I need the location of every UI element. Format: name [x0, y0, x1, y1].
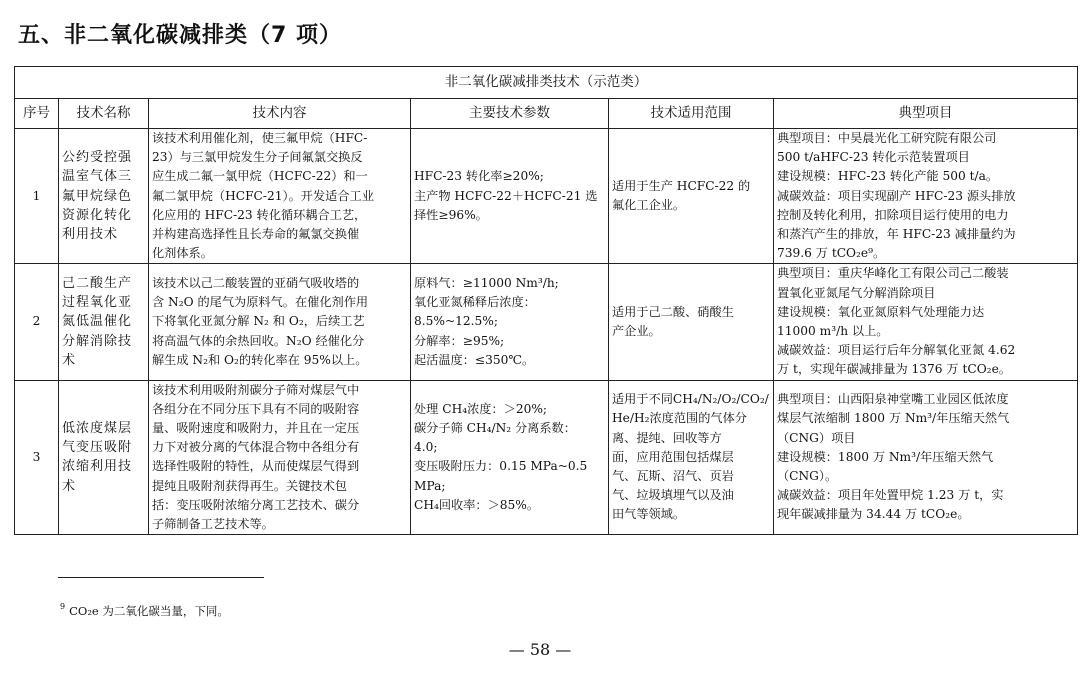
tech-content-line: 下将氧化亚氮分解 N₂ 和 O₂，后续工艺 — [152, 314, 365, 329]
typical-project-line: 建设规模：HFC-23 转化产能 500 t/a。 — [777, 169, 999, 184]
table-row — [15, 380, 1078, 535]
section-heading: 五、非二氧化碳减排类（7 项） — [18, 23, 342, 48]
tech-content-line: 化应用的 HFC-23 转化循环耦合工艺， — [152, 207, 367, 222]
tech-name-line: 术 — [62, 352, 77, 368]
tech-scope-cell — [609, 264, 774, 380]
footnote — [60, 602, 229, 619]
tech-scope-line: 氟化工企业。 — [612, 198, 686, 213]
tech-content-line: 该技术以己二酸装置的亚硝气吸收塔的 — [152, 276, 360, 291]
tech-params-line: 主产物 HCFC-22＋HCFC-21 选 — [414, 188, 598, 203]
tech-scope-cell — [609, 380, 774, 535]
tech-params-line: 分解率：≥95%; — [414, 333, 505, 348]
tech-content-line: 并构建高选择性且长寿命的氟氯交换催 — [152, 227, 360, 242]
page-number: — 58 — — [508, 640, 572, 659]
tech-scope-line: 产企业。 — [612, 324, 661, 339]
tech-name-line: 己二酸生产 — [62, 276, 133, 292]
tech-params-cell — [411, 129, 609, 264]
typical-project-line: 控制及转化利用，扣除项目运行使用的电力 — [777, 207, 1009, 222]
tech-content-line: 含 N₂O 的尾气为原料气。在催化剂作用 — [152, 295, 369, 310]
row-number: 2 — [15, 264, 59, 380]
tech-scope-line: 适用于己二酸、硝酸生 — [612, 304, 734, 319]
typical-project-line: 建设规模：1800 万 Nm³/年压缩天然气 — [777, 449, 994, 464]
tech-name-line: 温室气体三 — [62, 169, 133, 185]
typical-project-line: 置氧化亚氮尾气分解消除项目 — [777, 285, 936, 300]
header-scope: 技术适用范围 — [609, 99, 774, 129]
tech-name-line: 分解消除技 — [62, 333, 133, 349]
tech-content-cell — [149, 380, 411, 535]
tech-content-line: 子筛制备工艺技术等。 — [152, 517, 274, 532]
header-tech-name: 技术名称 — [59, 99, 149, 129]
typical-project-cell — [774, 264, 1078, 380]
tech-params-line: 氧化亚氮稀释后浓度： — [414, 295, 536, 310]
footnote-divider — [58, 577, 264, 578]
tech-scope-cell — [609, 129, 774, 264]
typical-project-line: 典型项目：中昊晨光化工研究院有限公司 — [777, 131, 997, 145]
tech-scope-line: 适用于不同CH₄/N₂/O₂/CO₂/ — [612, 392, 769, 407]
tech-params-line: 8.5%~12.5%; — [414, 314, 498, 329]
footnote-text: CO₂e 为二氧化碳当量，下同。 — [69, 604, 229, 618]
tech-params-line: 处理 CH₄浓度：＞20%; — [414, 401, 548, 416]
table-header-row — [15, 99, 1078, 129]
tech-scope-line: 田气等领域。 — [612, 507, 686, 522]
tech-name-line: 过程氧化亚 — [62, 295, 133, 311]
tech-scope-line: 气、瓦斯、沼气、页岩 — [612, 469, 734, 484]
table-row — [15, 264, 1078, 380]
typical-project-line: 减碳效益：项目年处置甲烷 1.23 万 t，实 — [777, 488, 1004, 503]
tech-params-line: MPa; — [414, 478, 446, 493]
tech-content-cell — [149, 264, 411, 380]
tech-name-line: 氮低温催化 — [62, 314, 133, 330]
typical-project-line: 煤层气浓缩制 1800 万 Nm³/年压缩天然气 — [777, 411, 1010, 426]
tech-params-line: 起活温度：≤350℃。 — [414, 352, 535, 367]
tech-scope-line: 适用于生产 HCFC-22 的 — [612, 179, 751, 193]
tech-scope-line: 气、垃圾填埋气以及油 — [612, 488, 734, 503]
typical-project-line: （CNG）项目 — [777, 430, 856, 445]
tech-params-line: 碳分子筛 CH₄/N₂ 分离系数： — [414, 421, 576, 436]
row-number: 3 — [15, 380, 59, 535]
tech-content-line: 选择性吸附的特性，从而使煤层气得到 — [152, 459, 360, 474]
tech-name-cell — [59, 129, 149, 264]
typical-project-line: 建设规模：氧化亚氮原料气处理能力达 — [777, 304, 985, 319]
typical-project-cell — [774, 380, 1078, 535]
tech-content-line: 该技术利用催化剂，使三氟甲烷（HFC- — [152, 131, 368, 145]
tech-content-line: 提纯且吸附剂获得再生。关键技术包 — [152, 478, 347, 493]
header-typical-project: 典型项目 — [774, 99, 1078, 129]
tech-content-line: 各组分在不同分压下具有不同的吸附容 — [152, 401, 360, 416]
tech-params-cell — [411, 380, 609, 535]
typical-project-cell — [774, 129, 1078, 264]
tech-name-cell — [59, 264, 149, 380]
tech-scope-line: 面，应用范围包括煤层 — [612, 449, 734, 464]
table-caption: 非二氧化碳减排类技术（示范类） — [15, 67, 1078, 99]
tech-name-line: 资源化转化 — [62, 207, 133, 223]
tech-name-line: 术 — [62, 478, 77, 494]
tech-content-line: 将高温气体的余热回收。N₂O 经催化分 — [152, 333, 365, 348]
tech-scope-line: 离、提纯、回收等方 — [612, 430, 722, 445]
tech-content-line: 氟二氯甲烷（HCFC-21）。开发适合工业 — [152, 188, 374, 203]
header-main-params: 主要技术参数 — [411, 99, 609, 129]
table-row — [15, 129, 1078, 264]
typical-project-line: 万 t，实现年碳减排量为 1376 万 tCO₂e。 — [777, 362, 1011, 377]
tech-content-line: 解生成 N₂和 O₂的转化率在 95%以上。 — [152, 352, 368, 367]
technology-table — [14, 66, 1078, 535]
tech-name-line: 氟甲烷绿色 — [62, 188, 133, 204]
typical-project-line: （CNG）。 — [777, 469, 838, 484]
tech-content-line: 该技术利用吸附剂碳分子筛对煤层气中 — [152, 382, 360, 397]
tech-name-line: 利用技术 — [62, 227, 119, 243]
tech-params-line: CH₄回收率：＞85%。 — [414, 497, 540, 512]
tech-content-line: 应生成二氟一氯甲烷（HCFC-22）和一 — [152, 169, 368, 184]
tech-content-line: 量、吸附速度和吸附力，并且在一定压 — [152, 421, 360, 436]
footnote-mark: 9 — [60, 602, 66, 611]
tech-params-line: HFC-23 转化率≥20%; — [414, 169, 544, 184]
typical-project-line: 739.6 万 tCO₂e⁹。 — [777, 246, 886, 261]
typical-project-line: 减碳效益：项目实现副产 HFC-23 源头排放 — [777, 188, 1016, 203]
row-number: 1 — [15, 129, 59, 264]
tech-name-cell — [59, 380, 149, 535]
tech-params-cell — [411, 264, 609, 380]
tech-params-line: 原料气：≥11000 Nm³/h; — [414, 276, 559, 291]
tech-content-line: 23）与三氯甲烷发生分子间氟氯交换反 — [152, 150, 363, 165]
typical-project-line: 500 t/aHFC-23 转化示范装置项目 — [777, 150, 970, 165]
tech-name-line: 浓缩利用技 — [62, 459, 133, 475]
header-tech-content: 技术内容 — [149, 99, 411, 129]
tech-content-line: 括：变压吸附浓缩分离工艺技术、碳分 — [152, 497, 360, 512]
tech-content-line: 力下对被分离的气体混合物中各组分有 — [152, 440, 360, 455]
tech-name-line: 低浓度煤层 — [62, 421, 133, 437]
header-number: 序号 — [15, 99, 59, 129]
tech-params-line: 4.0; — [414, 440, 438, 455]
tech-content-line: 化剂体系。 — [152, 246, 213, 261]
typical-project-line: 典型项目：重庆华峰化工有限公司己二酸装 — [777, 266, 1009, 281]
tech-name-line: 气变压吸附 — [62, 440, 133, 456]
tech-content-cell — [149, 129, 411, 264]
tech-scope-line: He/H₂浓度范围的气体分 — [612, 411, 747, 426]
typical-project-line: 和蒸汽产生的排放，年 HFC-23 减排量约为 — [777, 227, 1016, 242]
typical-project-line: 现年碳减排量为 34.44 万 tCO₂e。 — [777, 507, 970, 522]
tech-params-line: 择性≥96%。 — [414, 207, 488, 222]
typical-project-line: 11000 m³/h 以上。 — [777, 324, 889, 339]
typical-project-line: 典型项目：山西阳泉神堂嘴工业园区低浓度 — [777, 392, 1009, 407]
tech-name-line: 公约受控强 — [62, 150, 133, 166]
typical-project-line: 减碳效益：项目运行后年分解氧化亚氮 4.62 — [777, 343, 1016, 358]
tech-params-line: 变压吸附压力：0.15 MPa~0.5 — [414, 459, 588, 474]
